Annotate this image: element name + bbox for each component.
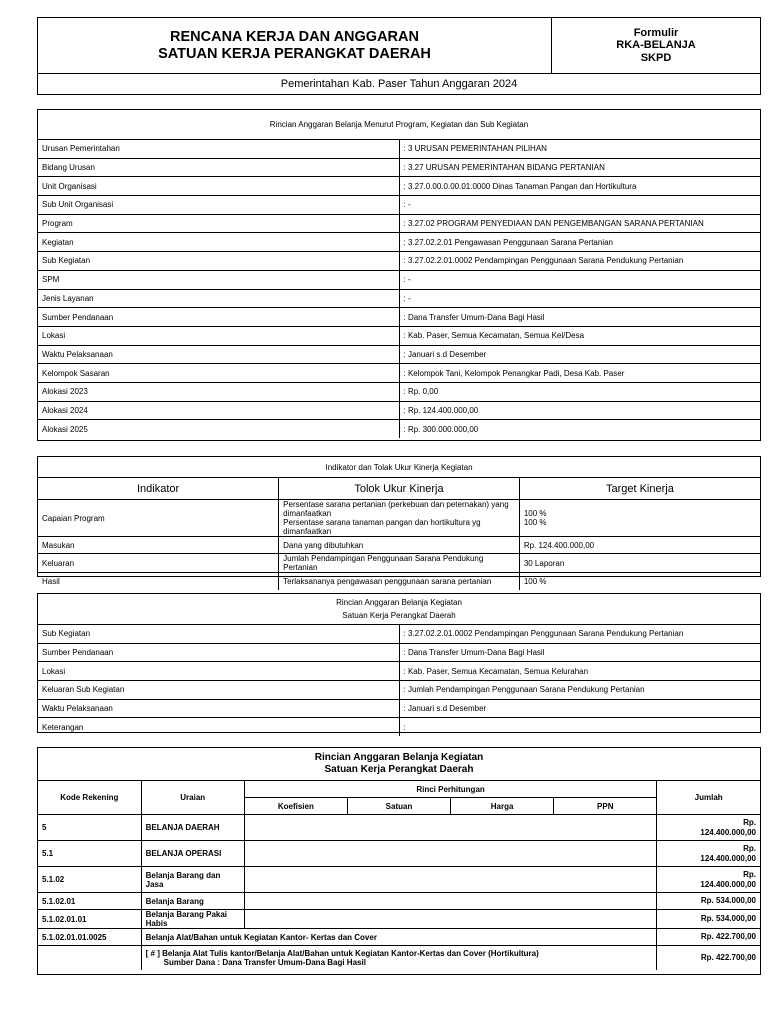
- target-line: 100 %: [523, 518, 547, 527]
- table-row: [38, 233, 760, 252]
- row-label: Sub Kegiatan: [38, 252, 399, 271]
- program-section: [37, 109, 761, 441]
- jumlah-cell: [657, 815, 760, 841]
- indikator-table: [38, 457, 760, 590]
- row-value: : 3.27 URUSAN PEMERINTAHAN BIDANG PERTANIAN: [399, 158, 760, 177]
- indikator-cell: Capaian Program: [38, 500, 279, 537]
- title-line-2: SATUAN KERJA PERANGKAT DAERAH: [158, 45, 431, 62]
- jumlah-cell: [657, 867, 760, 893]
- table-row: [38, 910, 760, 929]
- jumlah-line: 124.400.000,00: [700, 879, 756, 889]
- target-cell: 100 %: [519, 573, 760, 590]
- document-header: [37, 17, 761, 95]
- rinci-cell: [244, 841, 657, 867]
- row-value: : 3.27.02.2.01.0002 Pendampingan Penggunaan Sarana Pendukung Pertanian: [399, 252, 760, 271]
- table-row: [38, 718, 760, 736]
- uraian-cell: BELANJA DAERAH: [141, 815, 244, 841]
- jumlah-cell: Rp. 422.700,00: [657, 946, 760, 970]
- table-row: [38, 140, 760, 159]
- jumlah-line: Rp.: [743, 844, 756, 853]
- kode-cell: 5.1.02.01: [38, 893, 141, 910]
- document-title: [38, 18, 552, 73]
- uraian-cell: Belanja Barang: [141, 893, 244, 910]
- table-row: [38, 401, 760, 420]
- table-row: [38, 681, 760, 700]
- row-label: Jenis Layanan: [38, 289, 399, 308]
- table-row: [38, 643, 760, 662]
- table-row: [38, 326, 760, 345]
- indikator-section-title: Indikator dan Tolak Ukur Kinerja Kegiatan: [38, 457, 760, 478]
- table-row: [38, 699, 760, 718]
- jumlah-line: 124.400.000,00: [700, 827, 756, 837]
- rinci-cell: [244, 867, 657, 893]
- kegiatan-title-line-2: Satuan Kerja Perangkat Daerah: [342, 611, 456, 620]
- table-row: [38, 382, 760, 401]
- row-label: Sumber Pendanaan: [38, 643, 399, 662]
- row-value: : Jumlah Pendampingan Penggunaan Sarana Pendukung Pertanian: [399, 681, 760, 700]
- uraian-line: Sumber Dana : Dana Transfer Umum-Dana Bagi Hasil: [163, 957, 366, 967]
- table-row: [38, 929, 760, 946]
- jumlah-cell: Rp. 422.700,00: [657, 929, 760, 946]
- table-row: [38, 177, 760, 196]
- program-section-title: Rincian Anggaran Belanja Menurut Program, Kegiatan dan Sub Kegiatan: [38, 110, 760, 140]
- table-row: [38, 420, 760, 438]
- table-row: [38, 815, 760, 841]
- rinci-cell: [244, 910, 657, 929]
- anggaran-section-title: [38, 748, 760, 781]
- table-row: [38, 662, 760, 681]
- table-row: [38, 625, 760, 644]
- row-value: : -: [399, 289, 760, 308]
- uraian-cell: [141, 946, 657, 970]
- row-value: : Rp. 0,00: [399, 382, 760, 401]
- row-value: : Dana Transfer Umum-Dana Bagi Hasil: [399, 643, 760, 662]
- row-label: Unit Organisasi: [38, 177, 399, 196]
- uraian-cell: Belanja Barang Pakai Habis: [141, 910, 244, 929]
- jumlah-line: Rp.: [743, 818, 756, 827]
- kode-cell: 5.1.02: [38, 867, 141, 893]
- row-label: Kegiatan: [38, 233, 399, 252]
- table-row: [38, 946, 760, 970]
- jumlah-cell: [657, 841, 760, 867]
- table-header-row: [38, 781, 760, 798]
- jumlah-line: Rp.: [743, 870, 756, 879]
- jumlah-cell: Rp. 534.000,00: [657, 893, 760, 910]
- col-header-koefisien: Koefisien: [244, 798, 347, 815]
- col-header-satuan: Satuan: [347, 798, 450, 815]
- col-header-rinci: Rinci Perhitungan: [244, 781, 657, 798]
- row-label: Program: [38, 214, 399, 233]
- jumlah-cell: Rp. 534.000,00: [657, 910, 760, 929]
- row-label: Keluaran Sub Kegiatan: [38, 681, 399, 700]
- table-row: [38, 308, 760, 327]
- title-line-1: RENCANA KERJA DAN ANGGARAN: [170, 28, 419, 45]
- row-value: : Kelompok Tani, Kelompok Penangkar Padi, Desa Kab. Paser: [399, 364, 760, 383]
- row-value: : 3.27.02.2.01.0002 Pendampingan Penggunaan Sarana Pendukung Pertanian: [399, 625, 760, 644]
- table-row: [38, 537, 760, 554]
- row-value: : Kab. Paser, Semua Kecamatan, Semua Kelurahan: [399, 662, 760, 681]
- row-value: : 3.27.0.00.0.00.01.0000 Dinas Tanaman Pangan dan Hortikultura: [399, 177, 760, 196]
- row-value: : -: [399, 196, 760, 215]
- row-value: : -: [399, 270, 760, 289]
- uraian-line: [ # ] Belanja Alat Tulis kantor/Belanja Alat/Bahan untuk Kegiatan Kantor-Kertas dan Cover (Hortikultura): [145, 948, 539, 958]
- indikator-cell: Keluaran: [38, 554, 279, 573]
- kode-cell: [38, 946, 141, 970]
- table-row: [38, 554, 760, 573]
- uraian-cell: Belanja Alat/Bahan untuk Kegiatan Kantor- Kertas dan Cover: [141, 929, 657, 946]
- table-row: [38, 867, 760, 893]
- col-header-indikator: Indikator: [38, 478, 279, 500]
- row-label: Bidang Urusan: [38, 158, 399, 177]
- tolok-ukur-cell: [279, 500, 520, 537]
- row-label: Urusan Pemerintahan: [38, 140, 399, 159]
- anggaran-section: [37, 747, 761, 975]
- form-line-2: RKA-BELANJA: [616, 39, 696, 52]
- table-row: [38, 289, 760, 308]
- indikator-cell: Masukan: [38, 537, 279, 554]
- row-value: : Rp. 300.000.000,00: [399, 420, 760, 438]
- table-row: [38, 270, 760, 289]
- table-row: [38, 364, 760, 383]
- row-label: Sub Unit Organisasi: [38, 196, 399, 215]
- kode-cell: 5.1.02.01.01: [38, 910, 141, 929]
- row-label: Kelompok Sasaran: [38, 364, 399, 383]
- target-cell: Rp. 124.400.000,00: [519, 537, 760, 554]
- table-row: [38, 252, 760, 271]
- kode-cell: 5.1.02.01.01.0025: [38, 929, 141, 946]
- row-label: Waktu Pelaksanaan: [38, 699, 399, 718]
- row-value: : Januari s.d Desember: [399, 699, 760, 718]
- table-row: [38, 345, 760, 364]
- anggaran-title-line-1: Rincian Anggaran Belanja Kegiatan: [314, 752, 484, 763]
- target-line: 100 %: [523, 509, 547, 518]
- table-row: [38, 214, 760, 233]
- form-line-1: Formulir: [633, 26, 679, 39]
- col-header-kode: Kode Rekening: [38, 781, 141, 815]
- row-value: : Januari s.d Desember: [399, 345, 760, 364]
- row-label: SPM: [38, 270, 399, 289]
- col-header-ppn: PPN: [554, 798, 657, 815]
- row-label: Alokasi 2025: [38, 420, 399, 438]
- row-value: : 3.27.02.2.01 Pengawasan Penggunaan Sarana Pertanian: [399, 233, 760, 252]
- table-header-row: [38, 478, 760, 500]
- tolok-line: Persentase sarana pertanian (perkebuan dan peternakan) yang dimanfaatkan: [283, 500, 509, 518]
- kode-cell: 5: [38, 815, 141, 841]
- table-row: [38, 158, 760, 177]
- row-value: : Kab. Paser, Semua Kecamatan, Semua Kel/Desa: [399, 326, 760, 345]
- anggaran-table: [38, 748, 760, 970]
- document-subtitle: Pemerintahan Kab. Paser Tahun Anggaran 2024: [38, 73, 760, 94]
- indikator-cell: Hasil: [38, 573, 279, 590]
- rinci-cell: [244, 893, 657, 910]
- indikator-section: [37, 456, 761, 586]
- col-header-tolok-ukur: Tolok Ukur Kinerja: [279, 478, 520, 500]
- rinci-cell: [244, 815, 657, 841]
- kode-cell: 5.1: [38, 841, 141, 867]
- anggaran-title-line-2: Satuan Kerja Perangkat Daerah: [324, 764, 474, 775]
- uraian-cell: BELANJA OPERASI: [141, 841, 244, 867]
- row-value: : Dana Transfer Umum-Dana Bagi Hasil: [399, 308, 760, 327]
- row-label: Sumber Pendanaan: [38, 308, 399, 327]
- col-header-uraian: Uraian: [141, 781, 244, 815]
- row-value: : Rp. 124.400.000,00: [399, 401, 760, 420]
- row-value: : 3 URUSAN PEMERINTAHAN PILIHAN: [399, 140, 760, 159]
- row-value: :: [399, 718, 760, 736]
- kegiatan-section: [37, 593, 761, 733]
- jumlah-line: 124.400.000,00: [700, 853, 756, 863]
- table-row: [38, 500, 760, 537]
- kegiatan-table: [38, 594, 760, 736]
- kegiatan-title-line-1: Rincian Anggaran Belanja Kegiatan: [336, 598, 462, 607]
- table-row: [38, 196, 760, 215]
- tolok-ukur-cell: Terlaksananya pengawasan penggunaan sarana pertanian: [279, 573, 520, 590]
- form-line-3: SKPD: [640, 51, 672, 64]
- row-label: Sub Kegiatan: [38, 625, 399, 644]
- table-row: [38, 841, 760, 867]
- col-header-target: Target Kinerja: [519, 478, 760, 500]
- row-value: : 3.27.02 PROGRAM PENYEDIAAN DAN PENGEMBANGAN SARANA PERTANIAN: [399, 214, 760, 233]
- form-label: [552, 18, 760, 73]
- row-label: Alokasi 2023: [38, 382, 399, 401]
- uraian-cell: Belanja Barang dan Jasa: [141, 867, 244, 893]
- tolok-line: Persentase sarana tanaman pangan dan hortikultura yg dimanfaatkan: [283, 518, 481, 536]
- col-header-jumlah: Jumlah: [657, 781, 760, 815]
- target-cell: 30 Laporan: [519, 554, 760, 573]
- row-label: Keterangan: [38, 718, 399, 736]
- row-label: Lokasi: [38, 326, 399, 345]
- program-table: [38, 110, 760, 438]
- row-label: Lokasi: [38, 662, 399, 681]
- row-label: Waktu Pelaksanaan: [38, 345, 399, 364]
- col-header-harga: Harga: [451, 798, 554, 815]
- target-cell: [519, 500, 760, 537]
- kegiatan-section-title: [38, 594, 760, 625]
- tolok-ukur-cell: Jumlah Pendampingan Penggunaan Sarana Pendukung Pertanian: [279, 554, 520, 573]
- row-label: Alokasi 2024: [38, 401, 399, 420]
- table-row: [38, 573, 760, 590]
- tolok-ukur-cell: Dana yang dibutuhkan: [279, 537, 520, 554]
- table-row: [38, 893, 760, 910]
